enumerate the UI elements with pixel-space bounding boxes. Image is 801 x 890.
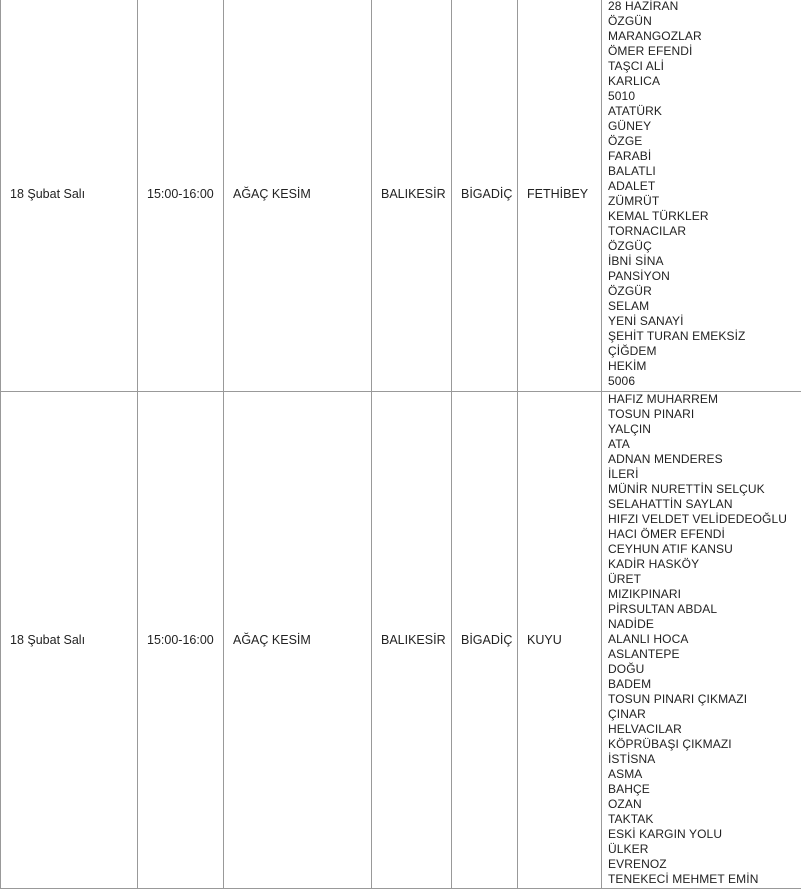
- street-name: HEKİM: [608, 359, 647, 373]
- province-cell: BALIKESİR: [372, 0, 452, 392]
- district-cell: BİGADİÇ: [452, 0, 518, 392]
- street-name: TOSUN PINARI ÇIKMAZI: [608, 692, 748, 706]
- street-name: HAFIZ MUHARREM: [608, 392, 719, 406]
- district-cell: BİGADİÇ: [452, 392, 518, 889]
- street-name: HACI ÖMER EFENDİ: [608, 527, 725, 541]
- street-name: KARLICA: [608, 74, 661, 88]
- street-name: GÜNEY: [608, 119, 652, 133]
- street-name: BAHÇE: [608, 782, 650, 796]
- street-name: NADİDE: [608, 617, 654, 631]
- province-cell: BALIKESİR: [372, 392, 452, 889]
- street-name: KÖPRÜBAŞI ÇIKMAZI: [608, 737, 732, 751]
- street-name: 5006: [608, 374, 636, 388]
- table-row: [1, 0, 801, 392]
- street-name: OZAN: [608, 797, 642, 811]
- date-cell: 18 Şubat Salı: [1, 0, 138, 392]
- street-name: ÖMER EFENDİ: [608, 44, 693, 58]
- time-cell: 15:00-16:00: [138, 392, 224, 889]
- streets-cell: [602, 392, 801, 889]
- street-name: FARABİ: [608, 149, 652, 163]
- street-name: İSTİSNA: [608, 752, 656, 766]
- street-name: PİRSULTAN ABDAL: [608, 602, 718, 616]
- street-name: 28 HAZİRAN: [608, 0, 679, 13]
- street-name: BADEM: [608, 677, 652, 691]
- street-name: ADALET: [608, 179, 656, 193]
- street-name: 5010: [608, 89, 636, 103]
- street-name: BALATLI: [608, 164, 656, 178]
- street-name: YENİ SANAYİ: [608, 314, 684, 328]
- street-name: EVRENOZ: [608, 857, 667, 871]
- street-name: YALÇIN: [608, 422, 652, 436]
- streets-cell: [602, 0, 801, 392]
- street-name: TAKTAK: [608, 812, 654, 826]
- street-name: SELAM: [608, 299, 650, 313]
- street-name: KADİR HASKÖY: [608, 557, 700, 571]
- street-name: TENEKECİ MEHMET EMİN: [608, 872, 759, 886]
- date-cell: 18 Şubat Salı: [1, 392, 138, 889]
- street-name: ÖZGÜN: [608, 14, 652, 28]
- street-name: SELAHATTİN SAYLAN: [608, 497, 733, 511]
- street-name: HELVACILAR: [608, 722, 682, 736]
- street-name: MÜNİR NURETTİN SELÇUK: [608, 482, 765, 496]
- street-name: MARANGOZLAR: [608, 29, 702, 43]
- street-name: ÇİĞDEM: [608, 344, 657, 358]
- street-name: ÖZGE: [608, 134, 643, 148]
- street-name: ÖZGÜÇ: [608, 239, 652, 253]
- street-name: ATA: [608, 437, 630, 451]
- street-name: ALANLI HOCA: [608, 632, 689, 646]
- time-cell: 15:00-16:00: [138, 0, 224, 392]
- street-name: CEYHUN ATIF KANSU: [608, 542, 733, 556]
- street-name: ZÜMRÜT: [608, 194, 660, 208]
- street-name: TAŞCI ALİ: [608, 59, 665, 73]
- street-name: ADNAN MENDERES: [608, 452, 723, 466]
- street-name: ASMA: [608, 767, 643, 781]
- street-name: ÜLKER: [608, 842, 649, 856]
- street-name: TOSUN PINARI: [608, 407, 695, 421]
- street-name: TORNACILAR: [608, 224, 687, 238]
- street-name: İLERİ: [608, 467, 639, 481]
- street-name: ASLANTEPE: [608, 647, 680, 661]
- neighborhood-cell: KUYU: [518, 392, 602, 889]
- street-name: ESKİ KARGIN YOLU: [608, 827, 723, 841]
- street-name: ÜRET: [608, 572, 642, 586]
- street-name: MIZIKPINARI: [608, 587, 682, 601]
- table-row: [1, 392, 801, 889]
- street-name: KEMAL TÜRKLER: [608, 209, 709, 223]
- street-name: ÇINAR: [608, 707, 646, 721]
- street-name: PANSİYON: [608, 269, 670, 283]
- street-name: HIFZI VELDET VELİDEDEOĞLU: [608, 512, 787, 526]
- reason-cell: AĞAÇ KESİM: [224, 392, 372, 889]
- street-name: İBNİ SİNA: [608, 254, 664, 268]
- street-name: DOĞU: [608, 662, 645, 676]
- street-name: ŞEHİT TURAN EMEKSİZ: [608, 329, 746, 343]
- street-name: ATATÜRK: [608, 104, 663, 118]
- street-name: ÖZGÜR: [608, 284, 652, 298]
- street-list: [608, 392, 795, 887]
- street-list: [608, 0, 795, 389]
- neighborhood-cell: FETHİBEY: [518, 0, 602, 392]
- reason-cell: AĞAÇ KESİM: [224, 0, 372, 392]
